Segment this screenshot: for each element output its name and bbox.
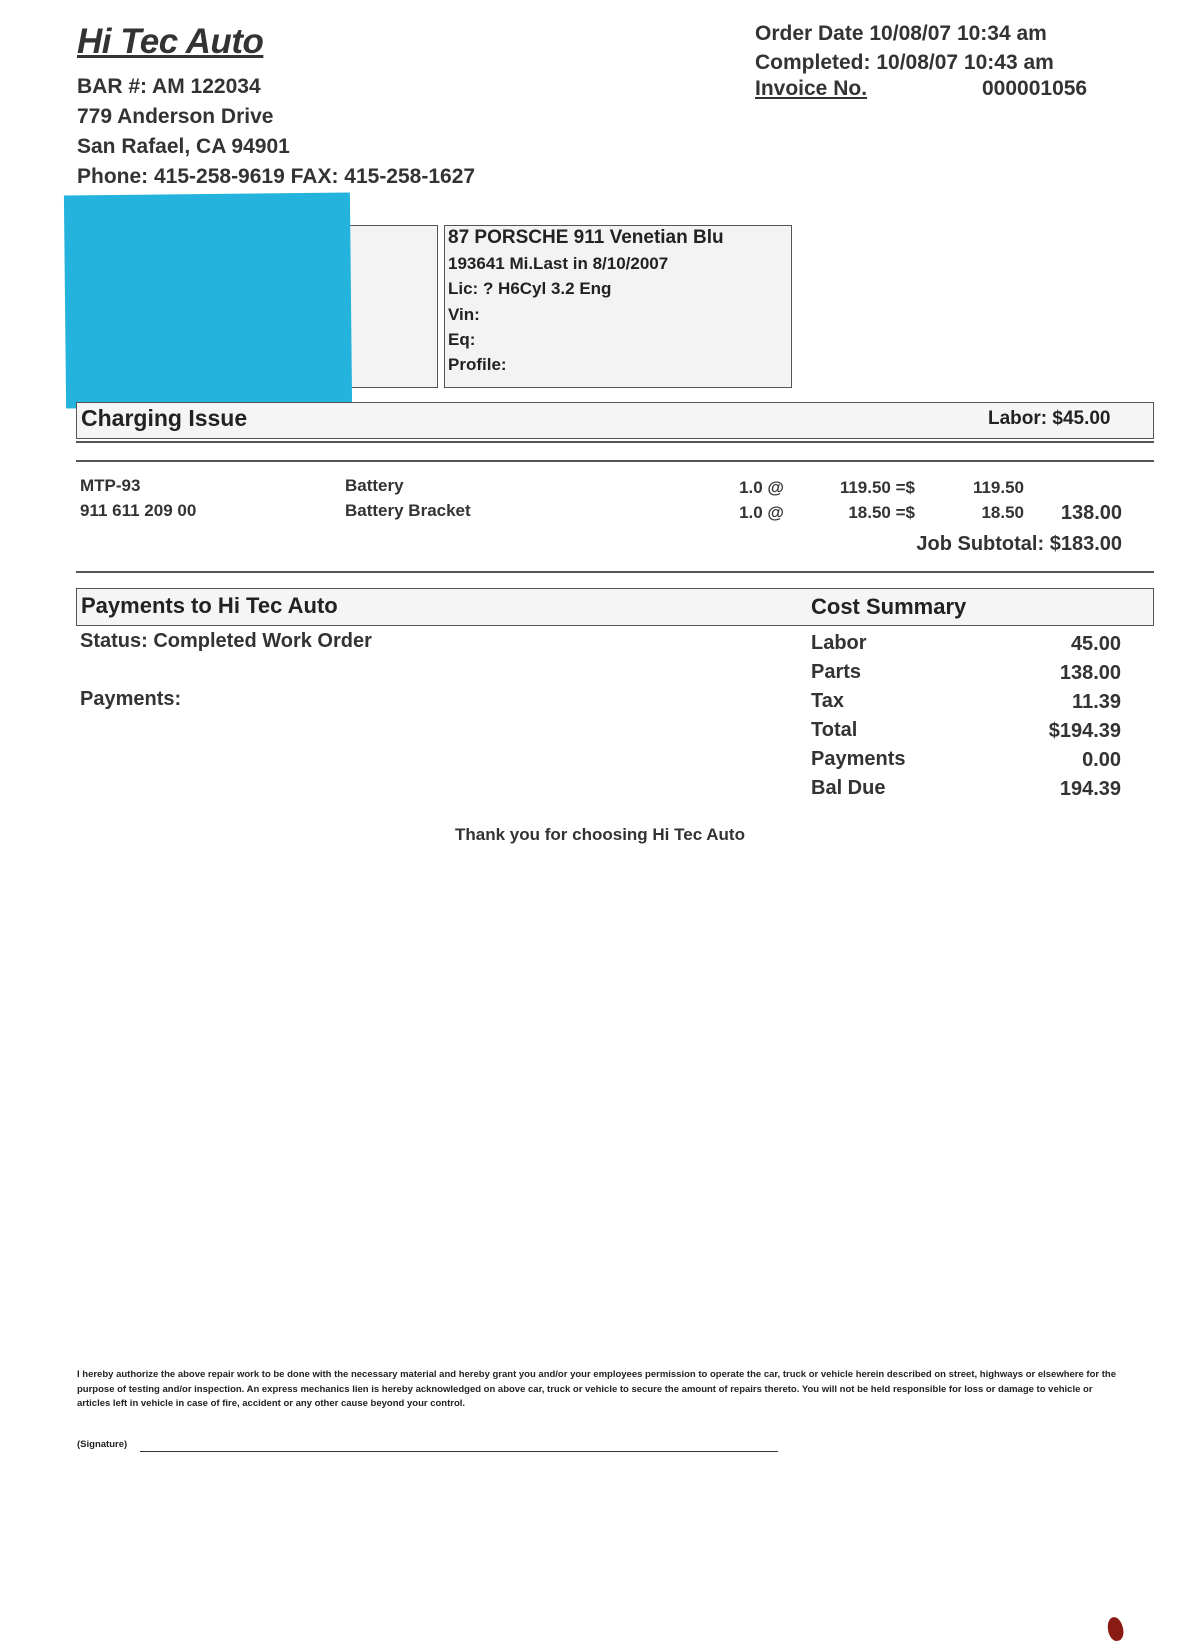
job-labor: Labor: $45.00 — [988, 408, 1111, 429]
summary-value-labor: 45.00 — [1070, 633, 1121, 655]
invoice-label: Invoice No. — [755, 77, 868, 100]
summary-label-balance-due: Bal Due — [811, 777, 886, 799]
divider — [76, 571, 1154, 573]
signature-line — [140, 1451, 778, 1452]
divider — [76, 441, 1154, 443]
invoice-number: 000001056 — [982, 77, 1088, 100]
vehicle-license: Lic: ? H6Cyl 3.2 Eng — [448, 279, 612, 298]
summary-value-payments: 0.00 — [1082, 749, 1121, 771]
part-amount: 18.50 — [981, 503, 1024, 522]
summary-value-balance-due: 194.39 — [1059, 778, 1121, 800]
part-quantity: 1.0 @ — [739, 503, 784, 522]
summary-label-labor: Labor — [811, 632, 867, 654]
summary-label-total: Total — [811, 719, 858, 741]
ink-stain — [1106, 1616, 1126, 1643]
payments-title: Payments to Hi Tec Auto — [81, 593, 338, 618]
part-unit-price: 119.50 =$ — [839, 478, 915, 497]
part-number: MTP-93 — [80, 476, 141, 495]
payments-label: Payments: — [80, 688, 182, 710]
shop-name: Hi Tec Auto — [77, 22, 264, 61]
work-order-status: Status: Completed Work Order — [80, 630, 372, 652]
vehicle-eq: Eq: — [448, 330, 476, 349]
shop-address-line1: 779 Anderson Drive — [77, 105, 274, 128]
shop-phone-fax: Phone: 415-258-9619 FAX: 415-258-1627 — [77, 165, 476, 188]
part-unit-price: 18.50 =$ — [848, 503, 915, 522]
job-title: Charging Issue — [81, 405, 248, 431]
part-description: Battery Bracket — [345, 501, 471, 520]
authorization-text: I hereby authorize the above repair work to be done with the necessary material and hereby grant you and/or your employees permission to operate the car, truck or vehicle herein described on street, highways or elsewhere for the purpose of testing and/or inspection. An express mechanics lien is hereby acknowledged on above car, truck or vehicle to secure the amount of repairs thereto. You will not be held responsible for loss or damage to vehicle or articles left in vehicle in case of fire, accident or any other cause beyond your control. — [77, 1369, 1116, 1409]
order-date: Order Date 10/08/07 10:34 am — [755, 22, 1047, 45]
shop-address-line2: San Rafael, CA 94901 — [77, 135, 290, 158]
vehicle-vin: Vin: — [448, 305, 480, 324]
summary-label-parts: Parts — [811, 661, 862, 683]
vehicle-mileage: 193641 Mi.Last in 8/10/2007 — [448, 254, 669, 273]
vehicle-profile: Profile: — [448, 355, 507, 374]
part-quantity: 1.0 @ — [739, 478, 784, 497]
signature-label: (Signature) — [77, 1439, 128, 1450]
part-number: 911 611 209 00 — [80, 501, 197, 520]
summary-value-total: $194.39 — [1048, 720, 1121, 742]
parts-total: 138.00 — [1060, 502, 1122, 524]
part-description: Battery — [345, 476, 404, 495]
summary-label-tax: Tax — [811, 690, 844, 712]
summary-value-tax: 11.39 — [1072, 691, 1121, 713]
divider — [76, 460, 1154, 462]
job-subtotal: Job Subtotal: $183.00 — [916, 533, 1122, 555]
summary-value-parts: 138.00 — [1059, 662, 1121, 684]
bar-number: BAR #: AM 122034 — [77, 75, 261, 98]
vehicle-title: 87 PORSCHE 911 Venetian Blu — [448, 227, 724, 248]
summary-label-payments: Payments — [811, 748, 906, 770]
completed-date: Completed: 10/08/07 10:43 am — [755, 51, 1054, 74]
thank-you-note: Thank you for choosing Hi Tec Auto — [455, 825, 745, 844]
cost-summary-title: Cost Summary — [811, 594, 967, 619]
redaction-sticky-note — [64, 193, 352, 409]
part-amount: 119.50 — [972, 478, 1024, 497]
